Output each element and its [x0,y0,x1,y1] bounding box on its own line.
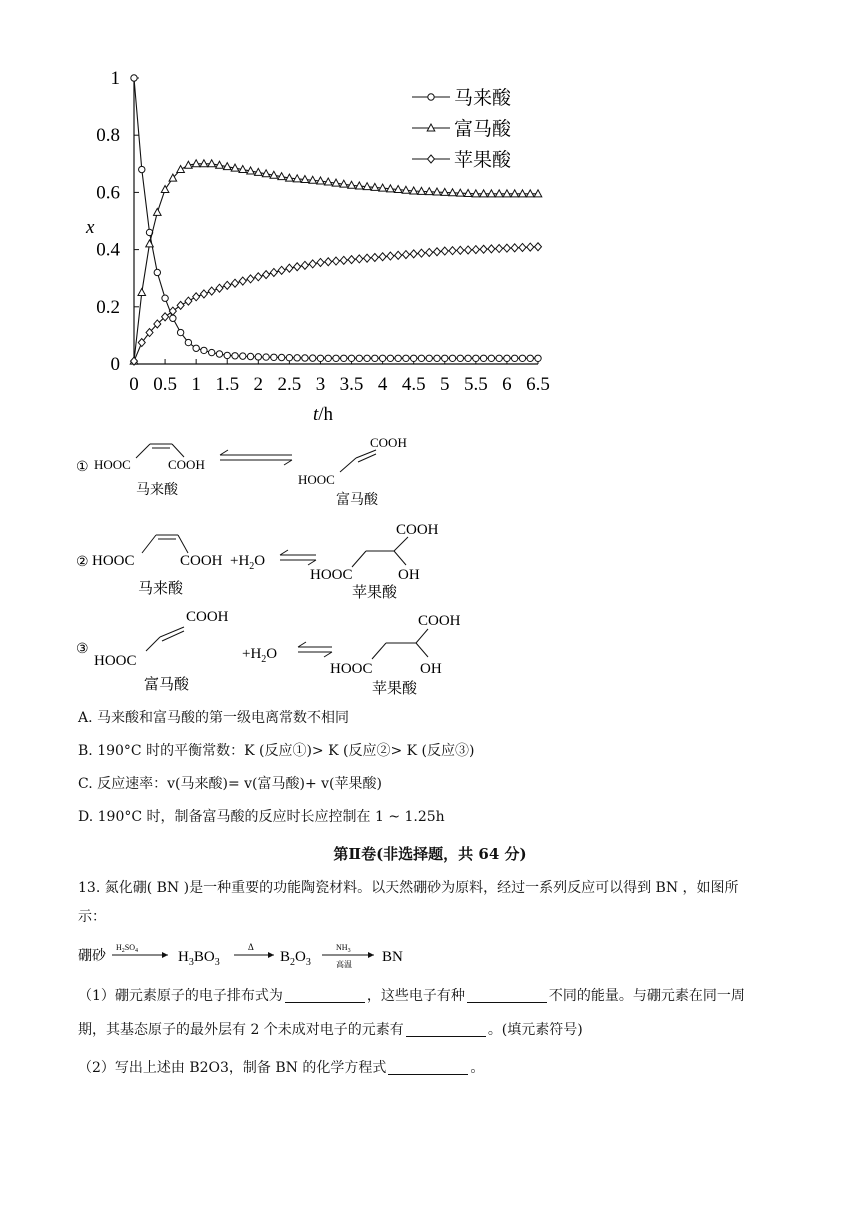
data-point [496,355,502,361]
data-point [146,240,154,247]
compound-name: 苹果酸 [352,585,398,601]
data-point [247,275,254,283]
cooh-label: COOH [396,522,439,538]
reaction-3 [76,603,496,703]
data-point [162,295,168,301]
data-point [511,355,517,361]
data-point [309,260,316,268]
data-point [286,355,292,361]
data-point [325,355,331,361]
data-point [177,166,185,173]
data-point [402,251,409,259]
data-point [348,355,354,361]
data-point [255,354,261,360]
reaction-2 [76,515,496,605]
reaction-2-structure [76,515,496,605]
x-tick-label: 6.5 [526,374,550,395]
q13-part1-line2 [78,1016,798,1044]
x-tick-label: 5 [440,374,450,395]
data-point [232,353,238,359]
data-point [465,355,471,361]
data-point [139,166,145,172]
data-point [410,355,416,361]
data-point [309,355,315,361]
data-point [472,246,479,254]
data-point [480,245,487,253]
chart-legend [412,87,512,171]
data-point [449,355,455,361]
y-tick-label: 0.8 [96,125,120,147]
cooh-label: COOH [168,457,205,472]
data-point [511,244,518,252]
data-point [418,355,424,361]
data-point [131,75,137,81]
x-tick-label: 4 [377,374,388,395]
data-point [488,355,494,361]
x-tick-label: 1.5 [215,374,240,395]
data-point [473,355,479,361]
data-point [224,352,230,358]
answer-blank-2[interactable] [467,988,547,1003]
data-point [372,355,378,361]
x-tick-label: 4.5 [401,374,426,395]
data-point [278,354,284,360]
data-point [527,355,533,361]
data-point [193,293,200,301]
series-3 [131,243,542,365]
data-point [364,355,370,361]
data-point [247,353,253,359]
x-tick-label: 3 [315,374,326,395]
oh-label: OH [398,567,420,583]
data-point [465,246,472,254]
q13-part1-c: 不同的能量。与硼元素在同一周 [548,988,745,1004]
data-point [208,287,215,295]
data-point [255,273,262,281]
flow-end: BN [382,949,403,965]
x-axis-label: t/h [312,404,334,425]
y-tick-label: 0.4 [96,239,120,261]
reaction-1-structure [76,432,476,512]
hooc-label: HOOC [310,567,353,583]
data-point [333,355,339,361]
data-point [434,355,440,361]
data-point [138,289,146,296]
data-point [333,257,340,265]
data-point [294,263,301,271]
data-point [278,266,285,274]
data-point [341,355,347,361]
q13-part1-b: ，这些电子有种 [366,988,465,1004]
oh-label: OH [420,661,442,677]
q13-part1-e: 。(填元素符号) [487,1022,583,1038]
data-point [208,349,214,355]
q13-stem-line1: 13. 氮化硼( BN )是一种重要的功能陶瓷材料。以天然硼砂为原料，经过一系列反应可以得到 BN ，如图所 [78,880,739,896]
data-point [185,339,191,345]
answer-blank-4[interactable] [388,1060,468,1075]
data-point [457,355,463,361]
data-point [364,254,371,262]
reaction-1 [76,432,476,512]
data-point [379,355,385,361]
data-point [270,268,277,276]
y-tick-label: 0.6 [96,182,120,204]
compound-name: 富马酸 [336,493,378,508]
answer-blank-3[interactable] [406,1022,486,1037]
option-d: D. 190°C 时，制备富马酸的反应时长应控制在 1 ~ 1.25h [78,809,445,825]
data-point [177,301,184,309]
data-point [519,243,526,251]
x-tick-label: 3.5 [339,374,364,395]
x-tick-label: 1 [191,374,201,395]
data-point [535,355,541,361]
data-point [519,355,525,361]
hooc-label: HOOC [330,661,373,677]
hooc-label: HOOC [94,457,131,472]
data-point [286,264,293,272]
data-point [170,315,176,321]
x-tick-label: 2.5 [277,374,302,395]
arrow2-heat: Δ [248,942,254,952]
hooc-label: HOOC [298,472,335,487]
data-point [200,290,207,298]
data-point [154,208,162,215]
data-point [177,329,183,335]
data-point [263,354,269,360]
data-point [216,351,222,357]
x-tick-label: 2 [253,374,264,395]
arrow3-reagent: $NH_3$ [336,943,351,954]
y-axis-label: x [86,217,95,238]
data-point [240,353,246,359]
data-point [395,355,401,361]
compound-name: 富马酸 [144,677,190,693]
cooh-label: COOH [186,609,229,625]
q13-part1-d: 期，其基态原子的最外层有 2 个未成对电子的元素有 [78,1022,404,1038]
data-point [340,256,347,264]
hooc-label: HOOC [94,653,137,669]
compound-name: 苹果酸 [372,681,418,697]
data-point [379,253,386,261]
option-a: A. 马来酸和富马酸的第一级电离常数不相同 [78,710,350,726]
data-point [434,248,441,256]
option-c: C. 反应速率：v(马来酸)= v(富马酸)+ v(苹果酸) [78,776,382,792]
data-point [201,347,207,353]
q13-part1-a: （1）硼元素原子的电子排布式为 [78,988,283,1004]
reaction-number: ③ [76,642,89,657]
data-point [161,186,169,193]
data-point [504,355,510,361]
x-tick-label: 0 [129,374,139,395]
data-point [418,249,425,257]
flow-boron-oxide: $B_2O_3$ [280,949,311,968]
data-point [232,279,239,287]
data-point [371,253,378,261]
data-point [442,355,448,361]
data-point [271,354,277,360]
conversion-chart [70,60,570,430]
q13-flow [78,938,438,974]
q13-stem-line2: 示： [78,909,106,925]
data-point [527,243,534,251]
data-point [263,271,270,279]
cooh-label: COOH [370,435,407,450]
reaction-3-structure [76,603,496,703]
series-1 [131,75,541,362]
data-point [410,250,417,258]
data-point [193,345,199,351]
compound-name: 马来酸 [138,581,184,597]
data-point [387,252,394,260]
y-tick-label: 0 [110,354,120,375]
data-point [239,277,246,285]
data-point [496,245,503,253]
data-point [535,243,542,251]
data-point [457,246,464,254]
legend-marker [428,155,435,163]
cooh-label: COOH [418,613,461,629]
data-point [216,284,223,292]
answer-blank-1[interactable] [285,988,365,1003]
q13-part1-line1 [78,982,798,1010]
y-tick-label: 0.2 [96,296,120,318]
q13-part2-b: 。 [470,1060,485,1076]
option-b: B. 190°C 时的平衡常数：K (反应①)> K (反应②> K (反应③) [78,743,475,759]
reaction-number: ① [76,460,89,475]
data-point [503,244,510,252]
data-point [356,255,363,263]
section-title: 第Ⅱ卷(非选择题，共 64 分) [333,845,527,863]
q13-part2-a: （2）写出上述由 B2O3，制备 BN 的化学方程式 [78,1060,387,1076]
data-point [441,247,448,255]
legend-marker [428,94,434,100]
data-point [185,297,192,305]
legend-label: 富马酸 [454,119,512,140]
data-point [403,355,409,361]
data-point [488,245,495,253]
legend-label: 苹果酸 [454,150,512,171]
data-point [426,248,433,256]
data-point [356,355,362,361]
y-tick-label: 1 [110,68,120,89]
data-point [387,355,393,361]
compound-name: 马来酸 [136,483,178,498]
data-point [317,355,323,361]
water-reagent: $+H_2O$ [230,553,266,572]
x-tick-label: 6 [502,374,512,395]
reaction-number: ② [76,555,89,570]
data-point [449,247,456,255]
x-tick-label: 5.5 [463,374,488,395]
data-point [294,355,300,361]
data-point [348,256,355,264]
x-tick-label: 0.5 [153,374,177,395]
flow-boric-acid: $H_3BO_3$ [178,949,220,968]
data-point [426,355,432,361]
flow-start: 硼砂 [78,949,106,964]
arrow3-condition: 高温 [336,960,352,969]
data-point [154,269,160,275]
data-point [325,258,332,266]
data-point [301,261,308,269]
data-point [395,251,402,259]
legend-label: 马来酸 [454,88,512,109]
synthesis-flow [78,938,438,974]
hooc-label: HOOC [92,553,135,569]
data-point [480,355,486,361]
data-point [302,355,308,361]
water-reagent: $+H_2O$ [242,646,278,665]
data-point [224,281,231,289]
cooh-label: COOH [180,553,223,569]
arrow1-reagent: $H_2SO_4$ [116,943,139,954]
q13-part2 [78,1054,798,1082]
data-point [317,258,324,266]
data-point [169,307,176,315]
